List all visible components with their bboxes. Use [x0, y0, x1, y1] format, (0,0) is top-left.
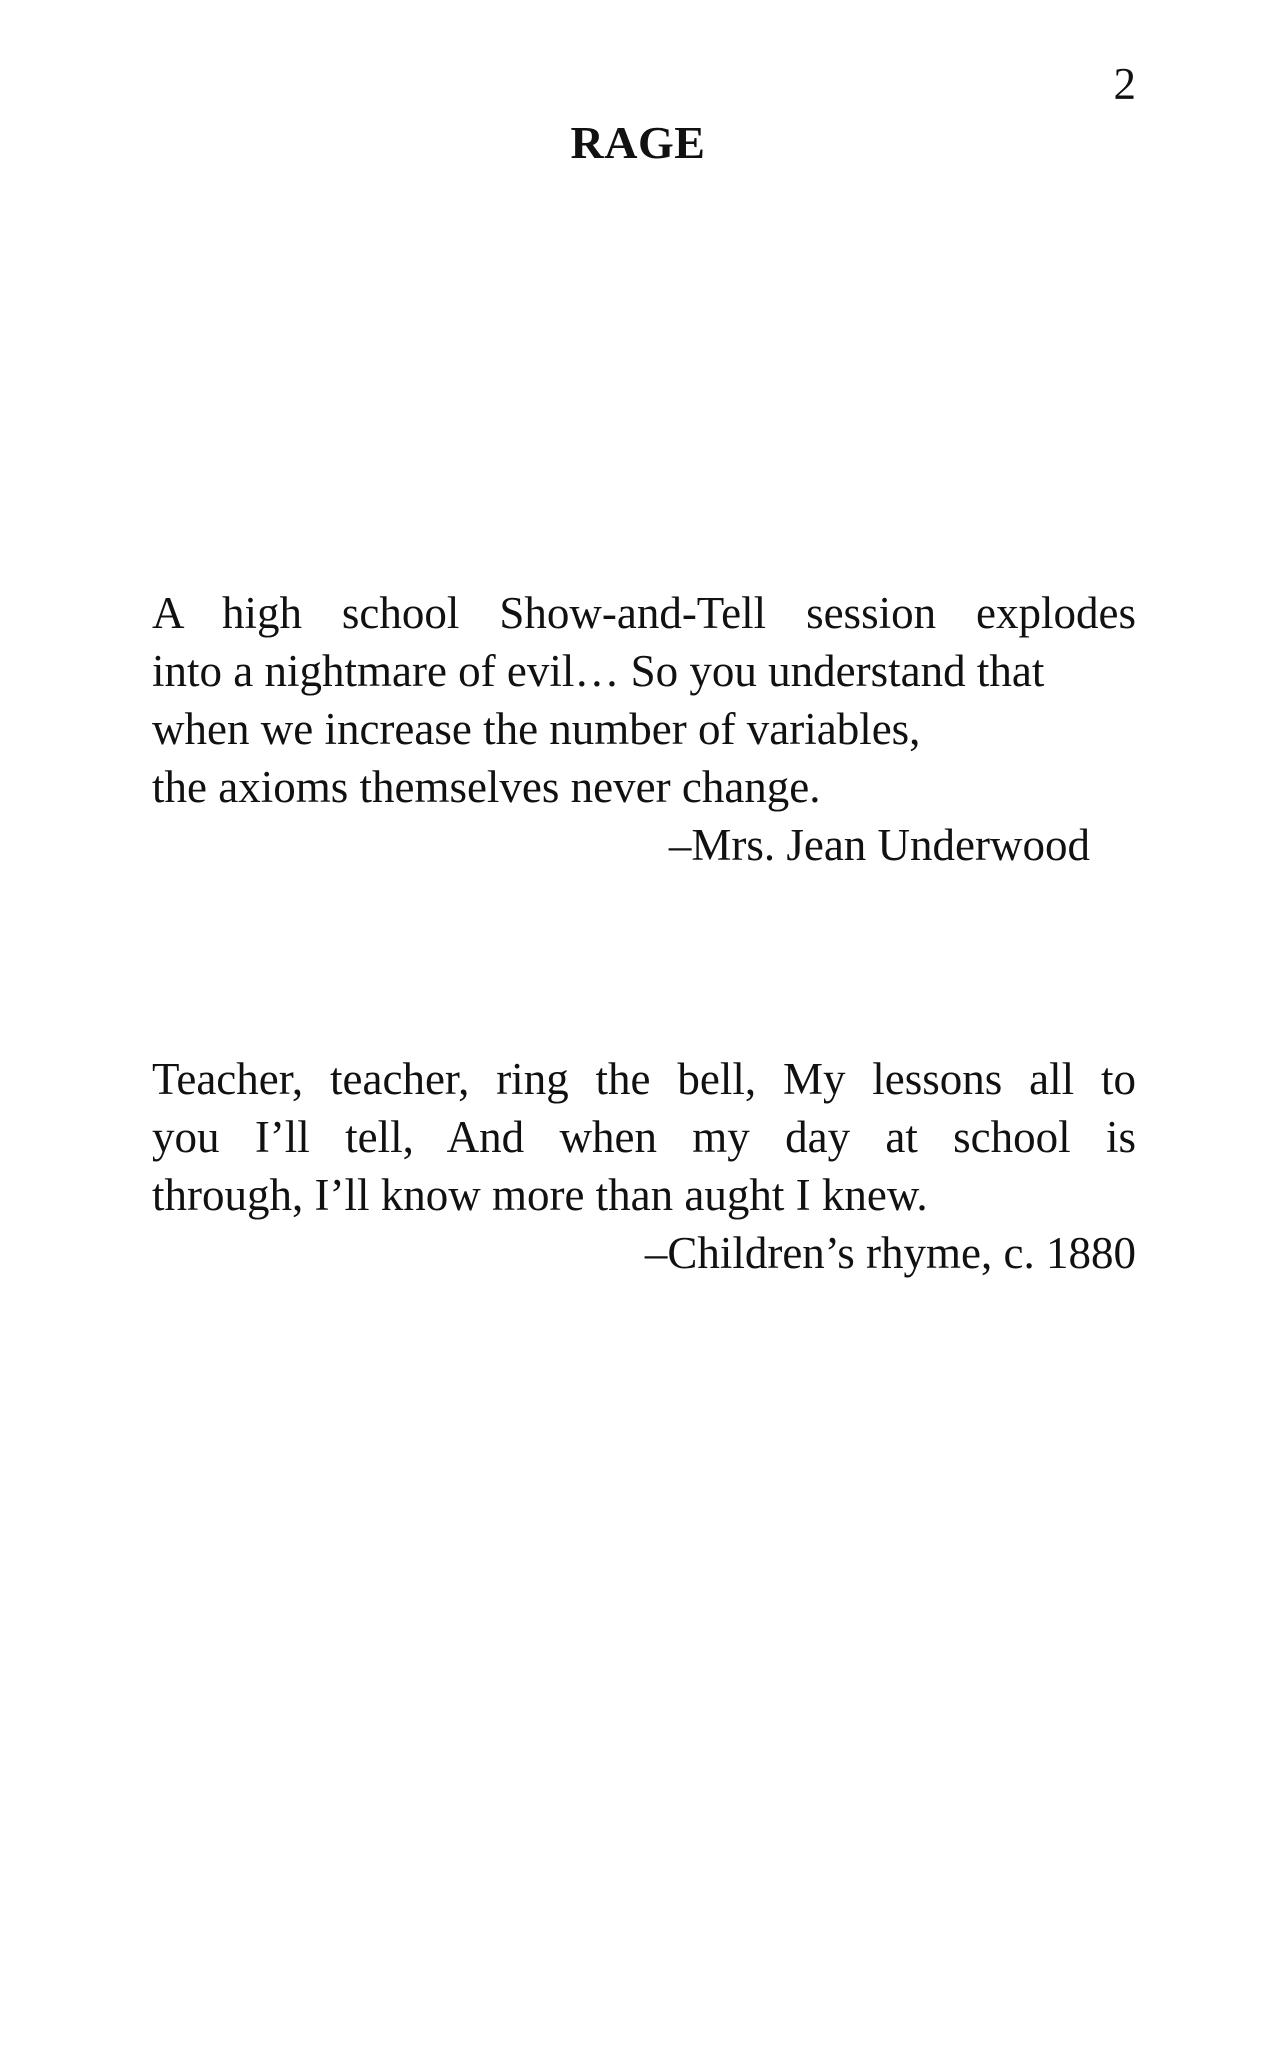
epigraph-line: through, I’ll know more than aught I knew.	[152, 1170, 928, 1220]
epigraph-line: the axioms themselves never change.	[152, 762, 821, 812]
epigraph-line: into a nightmare of evil… So you understand that	[152, 646, 1045, 696]
page-number: 2	[1113, 59, 1136, 109]
epigraph-line: Teacher, teacher, ring the bell, My lessons all to	[152, 1054, 1136, 1104]
page-title: RAGE	[570, 117, 706, 168]
epigraph-underwood	[152, 584, 1136, 874]
epigraph-line: when we increase the number of variables,	[152, 704, 921, 754]
epigraph-attribution: –Mrs. Jean Underwood	[668, 820, 1090, 870]
epigraph-childrens-rhyme	[152, 1050, 1136, 1282]
epigraph-line: A high school Show-and-Tell session explodes	[152, 588, 1136, 638]
epigraph-attribution: –Children’s rhyme, c. 1880	[644, 1228, 1136, 1278]
epigraph-line: you I’ll tell, And when my day at school is	[152, 1112, 1136, 1162]
